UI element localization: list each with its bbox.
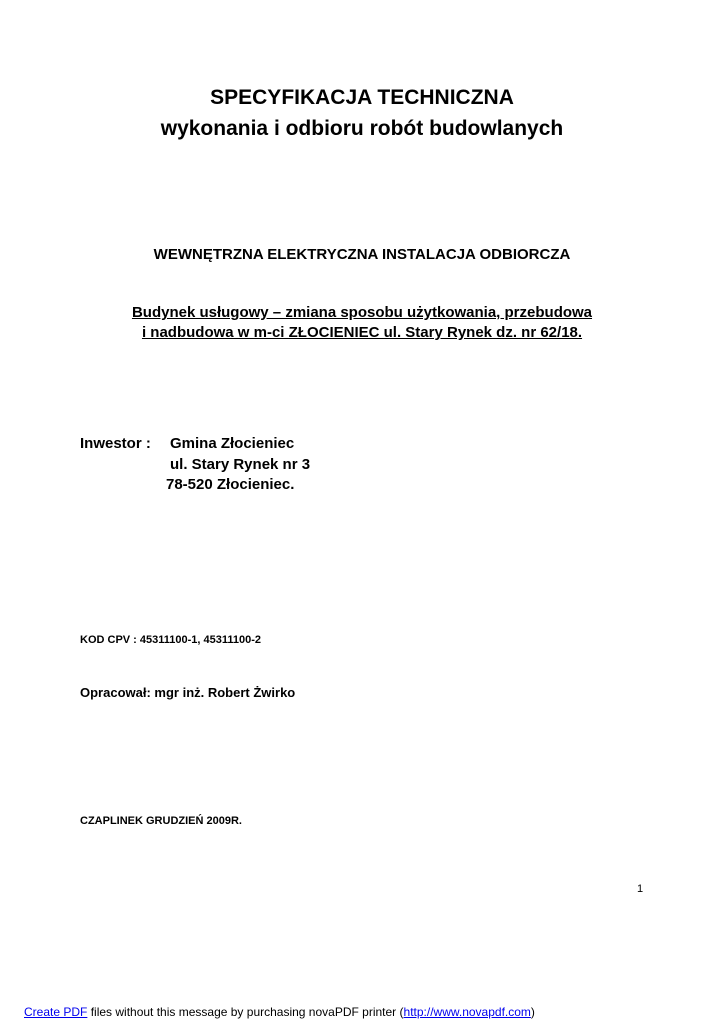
footer-text: files without this message by purchasing novaPDF printer ( bbox=[87, 1005, 404, 1019]
investor-label: Inwestor : bbox=[80, 435, 151, 452]
document-title: SPECYFIKACJA TECHNICZNA bbox=[210, 86, 514, 109]
investor-name: Gmina Złocieniec bbox=[170, 435, 295, 452]
investor-city: 78-520 Złocieniec. bbox=[166, 476, 295, 493]
investor-street: ul. Stary Rynek nr 3 bbox=[170, 456, 311, 473]
novapdf-link[interactable]: http://www.novapdf.com bbox=[403, 1005, 531, 1019]
footer-end-text: ) bbox=[530, 1005, 535, 1019]
document-subtitle: wykonania i odbioru robót budowlanych bbox=[160, 117, 564, 140]
section-title: WEWNĘTRZNA ELEKTRYCZNA INSTALACJA ODBIORCZA bbox=[153, 246, 571, 263]
footer-watermark bbox=[24, 1005, 535, 1019]
page-number: 1 bbox=[637, 883, 644, 895]
building-description-line-2: i nadbudowa w m-ci ZŁOCIENIEC ul. Stary Rynek dz. nr 62/18. bbox=[141, 324, 583, 341]
create-pdf-link[interactable]: Create PDF bbox=[24, 1005, 88, 1019]
cpv-code: KOD CPV : 45311100-1, 45311100-2 bbox=[80, 634, 262, 646]
building-description-line-1: Budynek usługowy – zmiana sposobu użytkowania, przebudowa bbox=[131, 304, 593, 321]
place-date: CZAPLINEK GRUDZIEŃ 2009R. bbox=[80, 815, 242, 827]
author: Opracował: mgr inż. Robert Żwirko bbox=[80, 685, 296, 700]
